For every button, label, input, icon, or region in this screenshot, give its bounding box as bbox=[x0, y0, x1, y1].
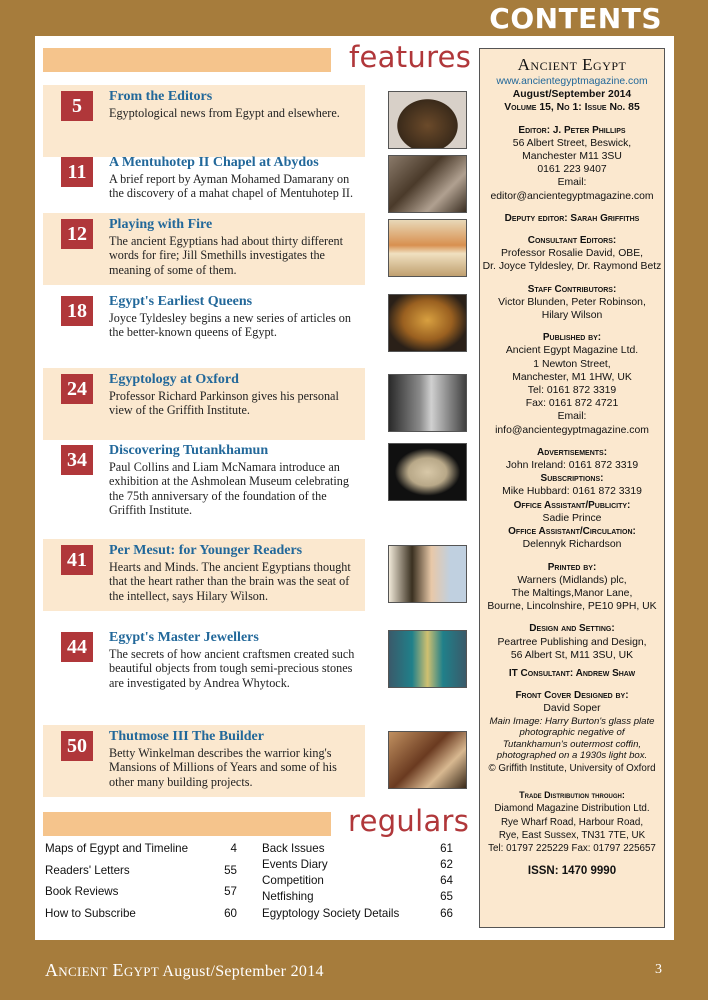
page-title: CONTENTS bbox=[489, 2, 662, 35]
feature-item[interactable] bbox=[43, 626, 365, 698]
feature-page-number: 44 bbox=[61, 632, 93, 662]
feature-page-number: 50 bbox=[61, 731, 93, 761]
adverts-heading: Advertisements: bbox=[536, 446, 608, 458]
feature-title[interactable]: Egyptology at Oxford bbox=[109, 372, 239, 387]
sidebar-line: Bourne, Lincolnshire, PE10 9PH, UK bbox=[487, 601, 657, 613]
feature-page-number: 18 bbox=[61, 296, 93, 326]
sidebar-line: Email: editor@ancientegyptmagazine.com bbox=[490, 177, 654, 202]
published-heading: Published by: bbox=[542, 332, 602, 344]
design-list bbox=[480, 636, 664, 662]
consultant-list bbox=[480, 247, 664, 273]
deputy-editor: Deputy editor: Sarah Griffiths bbox=[504, 212, 640, 224]
issn: ISSN: 1470 9990 bbox=[527, 865, 617, 878]
office-circ-heading: Office Assistant/Circulation: bbox=[508, 526, 636, 538]
feature-description: Hearts and Minds. The ancient Egyptians thought that the heart rather than the brain was the seat of the intellect, says Hilary Wilson. bbox=[109, 560, 351, 603]
sidebar-line: 56 Albert Street, Beswick, bbox=[512, 137, 632, 149]
sidebar-line: Manchester M11 3SU bbox=[522, 151, 622, 163]
regulars-heading: regulars bbox=[348, 804, 470, 838]
sidebar-line: Fax: 0161 872 4721 bbox=[525, 398, 619, 410]
regular-item-page: 66 bbox=[440, 907, 453, 920]
trade-heading: Trade Distribution through: bbox=[519, 790, 625, 801]
regular-item-page: 57 bbox=[224, 885, 237, 898]
feature-title[interactable]: Playing with Fire bbox=[109, 217, 213, 232]
features-header-bar bbox=[43, 48, 331, 72]
sidebar-line: 56 Albert St, M11 3SU, UK bbox=[510, 649, 634, 661]
published-list bbox=[480, 344, 664, 436]
regular-item-page: 61 bbox=[440, 842, 453, 855]
feature-thumbnail bbox=[388, 731, 467, 789]
staff-list bbox=[480, 296, 664, 322]
consultant-heading: Consultant Editors: bbox=[527, 235, 617, 247]
feature-title[interactable]: Egypt's Master Jewellers bbox=[109, 630, 259, 645]
office-pub-heading: Office Assistant/Publicity: bbox=[513, 499, 631, 511]
feature-description: Egyptological news from Egypt and elsewhere. bbox=[109, 106, 340, 120]
feature-page-number: 24 bbox=[61, 374, 93, 404]
regular-item-label[interactable]: Maps of Egypt and Timeline bbox=[45, 842, 189, 855]
footer-date: August/September 2014 bbox=[162, 963, 324, 980]
sidebar-line: Email: info@ancientegyptmagazine.com bbox=[495, 411, 649, 436]
feature-title[interactable]: Egypt's Earliest Queens bbox=[109, 294, 253, 309]
regular-item-page: 55 bbox=[224, 864, 237, 877]
feature-thumbnail bbox=[388, 545, 467, 603]
cover-caption: Main Image: Harry Burton's glass plate photographic negative of Tutankhamun's outermost coffin, photographed on a 1930s light box. bbox=[489, 715, 655, 762]
feature-item[interactable] bbox=[43, 439, 365, 518]
regular-item-page: 62 bbox=[440, 858, 453, 871]
adverts-contact: John Ireland: 0161 872 3319 bbox=[505, 460, 639, 472]
sidebar-line: Diamond Magazine Distribution Ltd. bbox=[494, 803, 650, 815]
cover-heading: Front Cover Designed by: bbox=[515, 690, 629, 702]
regular-item-label[interactable]: Book Reviews bbox=[45, 885, 119, 898]
design-heading: Design and Setting: bbox=[529, 623, 615, 635]
sidebar-line: Rye Wharf Road, Harbour Road, bbox=[500, 816, 644, 828]
feature-item[interactable] bbox=[43, 725, 365, 797]
feature-title[interactable]: A Mentuhotep II Chapel at Abydos bbox=[109, 155, 319, 170]
regular-item-label[interactable]: Egyptology Society Details bbox=[262, 907, 400, 920]
feature-item[interactable] bbox=[43, 290, 365, 362]
sidebar-line: Manchester, M1 1HW, UK bbox=[512, 371, 632, 383]
footer-magazine: Ancient Egypt bbox=[45, 960, 159, 980]
feature-page-number: 12 bbox=[61, 219, 93, 249]
footer-title bbox=[45, 960, 324, 981]
feature-page-number: 5 bbox=[61, 91, 93, 121]
feature-description: Joyce Tyldesley begins a new series of articles on the better-known queens of Egypt. bbox=[109, 311, 351, 340]
regular-item-label[interactable]: Netfishing bbox=[262, 890, 314, 903]
printed-list bbox=[480, 574, 664, 614]
feature-thumbnail bbox=[388, 91, 467, 149]
trade-list bbox=[480, 802, 664, 855]
sidebar-line: Rye, East Sussex, TN31 7TE, UK bbox=[498, 829, 646, 841]
issue-date: August/September 2014 bbox=[512, 89, 632, 101]
regular-item-page: 4 bbox=[230, 842, 237, 855]
sidebar-line: 0161 223 9407 bbox=[537, 164, 607, 176]
sidebar-line: Warners (Midlands) plc, bbox=[517, 574, 627, 586]
feature-description: A brief report by Ayman Mohamed Damarany on the discovery of a mahat chapel of Mentuhotep II. bbox=[109, 172, 353, 201]
feature-page-number: 34 bbox=[61, 445, 93, 475]
sidebar-line: 1 Newton Street, bbox=[533, 358, 611, 370]
website-link[interactable]: www.ancientegyptmagazine.com bbox=[496, 76, 648, 87]
sidebar-line: Professor Rosalie David, OBE, bbox=[500, 248, 644, 260]
feature-thumbnail bbox=[388, 294, 467, 352]
cover-designer: David Soper bbox=[543, 703, 601, 715]
regular-item-label[interactable]: Competition bbox=[262, 874, 324, 887]
feature-page-number: 11 bbox=[61, 157, 93, 187]
issue-volume: Volume 15, No 1: Issue No. 85 bbox=[504, 102, 640, 114]
sidebar-line: Peartree Publishing and Design, bbox=[497, 636, 647, 648]
regular-item-page: 64 bbox=[440, 874, 453, 887]
page-number: 3 bbox=[655, 962, 662, 977]
regular-item-label[interactable]: How to Subscribe bbox=[45, 907, 136, 920]
regular-item-label[interactable]: Events Diary bbox=[262, 858, 328, 871]
sidebar-line: Hilary Wilson bbox=[541, 310, 603, 322]
regular-item-label[interactable]: Back Issues bbox=[262, 842, 325, 855]
editor-line: Editor: J. Peter Phillips bbox=[518, 124, 626, 136]
feature-title[interactable]: Thutmose III The Builder bbox=[109, 729, 264, 744]
feature-thumbnail bbox=[388, 443, 467, 501]
sidebar-line: Ancient Egypt Magazine Ltd. bbox=[505, 345, 639, 357]
masthead-sidebar bbox=[479, 48, 665, 928]
office-circ-name: Delennyk Richardson bbox=[522, 539, 622, 551]
feature-description: Professor Richard Parkinson gives his personal view of the Griffith Institute. bbox=[109, 389, 339, 418]
sidebar-line: The Maltings,Manor Lane, bbox=[511, 587, 633, 599]
feature-title[interactable]: Discovering Tutankhamun bbox=[109, 443, 269, 458]
feature-thumbnail bbox=[388, 219, 467, 277]
feature-item[interactable] bbox=[43, 539, 365, 611]
sidebar-line: Victor Blunden, Peter Robinson, bbox=[498, 296, 646, 308]
subs-contact: Mike Hubbard: 0161 872 3319 bbox=[502, 486, 642, 498]
it-consultant: IT Consultant: Andrew Shaw bbox=[508, 667, 636, 679]
sidebar-line: Tel: 0161 872 3319 bbox=[527, 385, 617, 397]
feature-thumbnail bbox=[388, 374, 467, 432]
feature-description: Betty Winkelman describes the warrior king's Mansions of Millions of Years and some of his other many building projects. bbox=[109, 746, 337, 789]
feature-description: The secrets of how ancient craftsmen created such beautiful objects from tough semi-precious stones are investigated by Andrea Whytock. bbox=[109, 647, 355, 690]
contents-page bbox=[35, 36, 674, 940]
regulars-header-bar bbox=[43, 812, 331, 836]
feature-thumbnail bbox=[388, 630, 467, 688]
feature-item[interactable] bbox=[43, 85, 365, 157]
regular-item-page: 65 bbox=[440, 890, 453, 903]
feature-description: The ancient Egyptians had about thirty different words for fire; Jill Smethills investigates the meaning of some of them. bbox=[109, 234, 343, 277]
feature-item[interactable] bbox=[43, 213, 365, 285]
office-pub-name: Sadie Prince bbox=[542, 512, 602, 524]
features-heading: features bbox=[349, 40, 472, 74]
staff-heading: Staff Contributors: bbox=[527, 283, 617, 295]
cover-credit: © Griffith Institute, University of Oxford bbox=[488, 762, 656, 774]
feature-page-number: 41 bbox=[61, 545, 93, 575]
regular-item-label[interactable]: Readers' Letters bbox=[45, 864, 130, 877]
feature-title[interactable]: From the Editors bbox=[109, 89, 213, 104]
regular-item-page: 60 bbox=[224, 907, 237, 920]
feature-title[interactable]: Per Mesut: for Younger Readers bbox=[109, 543, 303, 558]
editor-address bbox=[480, 137, 664, 203]
feature-description: Paul Collins and Liam McNamara introduce an exhibition at the Ashmolean Museum celebrating the 75th anniversary of the foundation of the Griffith Institute. bbox=[109, 460, 349, 518]
printed-heading: Printed by: bbox=[547, 561, 597, 573]
masthead-title: Ancient Egypt bbox=[517, 55, 627, 74]
sidebar-line: Dr. Joyce Tyldesley, Dr. Raymond Betz bbox=[482, 261, 662, 273]
feature-item[interactable] bbox=[43, 368, 365, 440]
sidebar-line: Tel: 01797 225229 Fax: 01797 225657 bbox=[488, 842, 656, 854]
feature-thumbnail bbox=[388, 155, 467, 213]
subs-heading: Subscriptions: bbox=[540, 473, 604, 485]
